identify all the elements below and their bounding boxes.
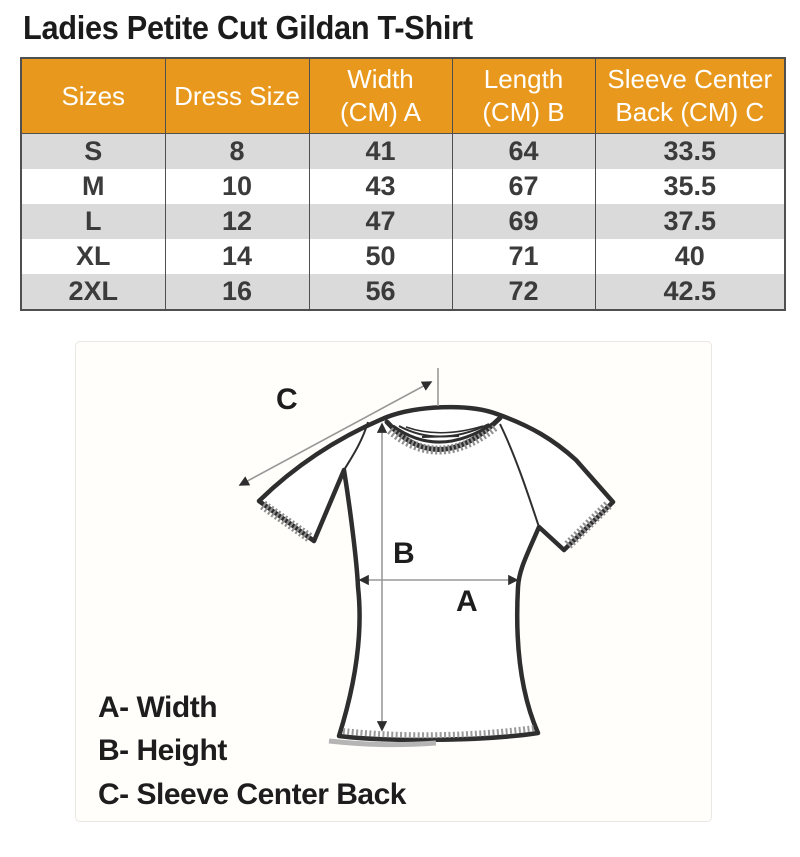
table-row	[21, 169, 785, 204]
measurement-diagram	[75, 341, 712, 822]
collar-center-stitch	[422, 436, 459, 437]
length-cell: 72	[452, 274, 595, 310]
size-cell: M	[21, 169, 165, 204]
table-header-row	[21, 58, 785, 134]
width-cell: 47	[309, 204, 452, 239]
width-cell: 56	[309, 274, 452, 310]
column-header-dress-size: Dress Size	[165, 58, 309, 134]
dress-size-cell: 16	[165, 274, 309, 310]
page-title: Ladies Petite Cut Gildan T-Shirt	[23, 9, 473, 46]
legend-line-b: B- Height	[98, 734, 227, 767]
table-row	[21, 274, 785, 310]
label-b: B	[393, 537, 415, 570]
size-cell: 2XL	[21, 274, 165, 310]
column-header-length: Length (CM) B	[452, 58, 595, 134]
size-cell: XL	[21, 239, 165, 274]
sleeve-cell: 35.5	[595, 169, 785, 204]
sleeve-cell: 42.5	[595, 274, 785, 310]
label-a: A	[456, 585, 478, 618]
sleeve-cell: 37.5	[595, 204, 785, 239]
table-row	[21, 239, 785, 274]
column-header-width: Width (CM) A	[309, 58, 452, 134]
dress-size-cell: 10	[165, 169, 309, 204]
table-row	[21, 204, 785, 239]
length-cell: 64	[452, 134, 595, 170]
column-header-sizes: Sizes	[21, 58, 165, 134]
table-row	[21, 134, 785, 170]
size-chart-table	[20, 57, 786, 311]
length-cell: 69	[452, 204, 595, 239]
size-cell: L	[21, 204, 165, 239]
hem-band-shadow	[329, 741, 436, 745]
sleeve-cell: 33.5	[595, 134, 785, 170]
legend-line-a: A- Width	[98, 691, 218, 724]
label-c: C	[276, 383, 298, 416]
dress-size-cell: 14	[165, 239, 309, 274]
width-cell: 41	[309, 134, 452, 170]
width-cell: 43	[309, 169, 452, 204]
legend-line-c: C- Sleeve Center Back	[98, 778, 406, 811]
tshirt-diagram-svg	[76, 342, 711, 821]
column-header-sleeve-center-back: Sleeve Center Back (CM) C	[595, 58, 785, 134]
sleeve-cell: 40	[595, 239, 785, 274]
dress-size-cell: 12	[165, 204, 309, 239]
width-cell: 50	[309, 239, 452, 274]
dress-size-cell: 8	[165, 134, 309, 170]
tshirt-drawing	[259, 407, 613, 745]
tshirt-outline	[259, 407, 613, 740]
size-cell: S	[21, 134, 165, 170]
length-cell: 71	[452, 239, 595, 274]
length-cell: 67	[452, 169, 595, 204]
